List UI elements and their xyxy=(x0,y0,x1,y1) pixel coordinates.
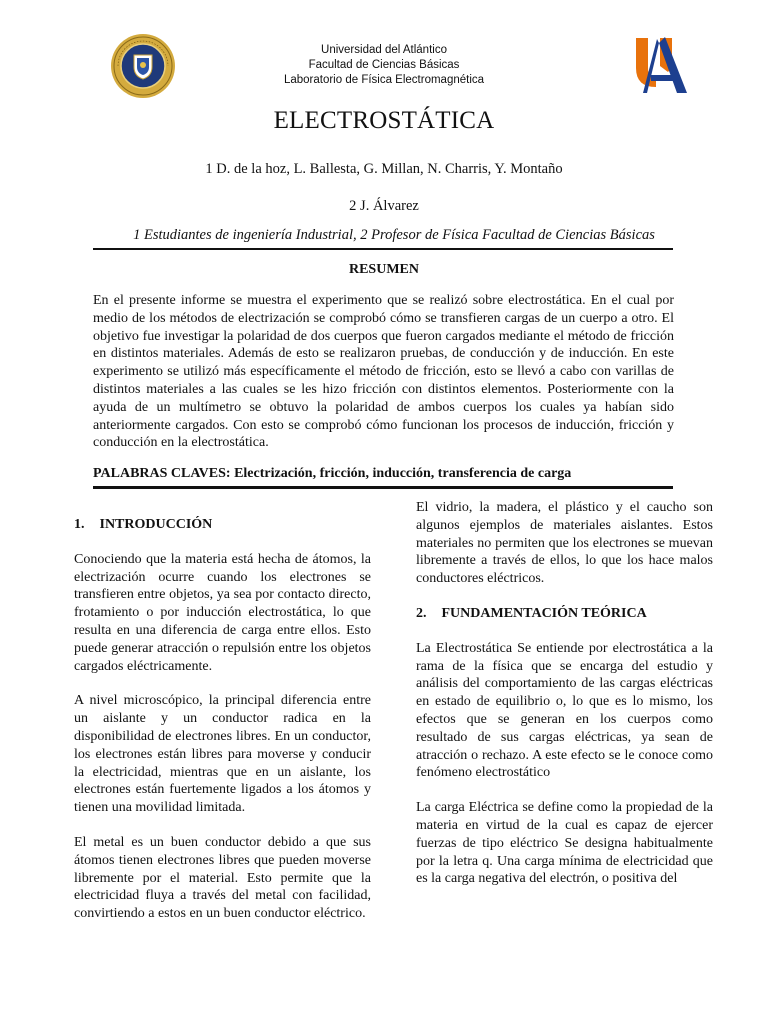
affiliation: 1 Estudiantes de ingeniería Industrial, 2 Profesor de Física Facultad de Ciencias Básicas xyxy=(133,227,655,243)
abstract-heading: RESUMEN xyxy=(348,262,419,277)
theory-paragraph-1: La Electrostática Se entiende por electrostática a la rama de la física que se encarga del estudio y análisis del comportamiento de las cargas eléctricas en estado de equilibrio o, lo que es lo mismo, los efectos que se generan en los cuerpos como resultado de sus cargas eléctricas, ya sean de atracción o rechazo. A este efecto se le conoce como fenómeno electrostático xyxy=(416,640,713,781)
section-heading-fundamentacion xyxy=(416,605,713,623)
abstract-text: En el presente informe se muestra el experimento que se realizó sobre electrostática. En el cual por medio de los métodos de electrización se comprobó cómo se transfieren cargas de un cuerpo a otro. El objetivo fue investigar la polaridad de dos cuerpos que fueron cargados mediante el método de fricción en distintos materiales. Además de esto se realizaron pruebas, de conducción y de inducción. En este experimento se utilizó más específicamente el método de fricción, esto se llevó a cabo con varillas de distintos materiales a las cuales se les hizo fricción con distintos elementos. Posteriormente con la ayuda de un multímetro se obtuvo la polaridad de ambos cuerpos los cuales ya habían sido anteriormente cargados. Con esto se comprobó cómo funcionan los procesos de inducción, fricción y conducción en la electrostática. xyxy=(93,293,674,451)
section-number: 1. xyxy=(74,517,85,532)
university-seal-icon xyxy=(110,33,176,99)
intro-paragraph-4: El vidrio, la madera, el plástico y el caucho son algunos ejemplos de materiales aislantes. Estos materiales no permiten que los electrones se muevan libremente a través de ellos, lo que los hace malos conductores eléctricos. xyxy=(416,500,713,587)
document-header xyxy=(0,0,768,100)
right-column xyxy=(416,499,713,905)
divider-bottom xyxy=(93,486,673,489)
lab-name: Laboratorio de Física Electromagnética xyxy=(283,74,485,86)
keywords: PALABRAS CLAVES: Electrización, fricción, inducción, transferencia de carga xyxy=(93,466,572,481)
intro-paragraph-3: El metal es un buen conductor debido a que sus átomos tienen electrones libres que pueden moverse libremente por el material. Esto permite que la electricidad fluya a través del metal con facilidad, convirtiendo a estos en un buen conductor eléctrico. xyxy=(74,834,371,922)
university-name: Universidad del Atlántico xyxy=(321,44,447,56)
faculty-name: Facultad de Ciencias Básicas xyxy=(308,59,460,71)
author-list: 1 D. de la hoz, L. Ballesta, G. Millan, N. Charris, Y. Montaño xyxy=(205,161,563,177)
left-column xyxy=(74,516,371,940)
intro-paragraph-1: Conociendo que la materia está hecha de átomos, la electrización ocurre cuando los electrones se transfieren entre objetos, ya sea por contacto directo, frotamiento o por inducción electrostática, lo que resulta en una diferencia de carga entre ellos. Esto puede generar atracción o repulsión entre los objetos cargados eléctricamente. xyxy=(74,551,371,674)
section-title: FUNDAMENTACIÓN TEÓRICA xyxy=(441,605,647,621)
divider-top xyxy=(93,248,673,250)
ua-logo-icon xyxy=(633,35,689,97)
theory-paragraph-2: La carga Eléctrica se define como la propiedad de la materia en virtud de la cual es capaz de ejercer fuerzas de tipo eléctrico Se designa habitualmente por la letra q. Una carga mínima de electricidad que es la carga negativa del electrón, o positiva del xyxy=(416,800,713,887)
institution-block xyxy=(214,43,554,88)
intro-paragraph-2: A nivel microscópico, la principal diferencia entre un aislante y un conductor radica en la disponibilidad de electrones libres. En un conductor, los electrones están libres para moverse y conducir la electricidad, mientras que en un aislante, los electrones están fuertemente ligados a los átomos y tienen una movilidad limitada. xyxy=(74,693,371,816)
author-professor: 2 J. Álvarez xyxy=(349,198,419,214)
section-number: 2. xyxy=(416,605,427,621)
section-heading-introduccion xyxy=(74,516,371,534)
paper-title: ELECTROSTÁTICA xyxy=(273,107,495,134)
section-title: INTRODUCCIÓN xyxy=(99,517,213,532)
